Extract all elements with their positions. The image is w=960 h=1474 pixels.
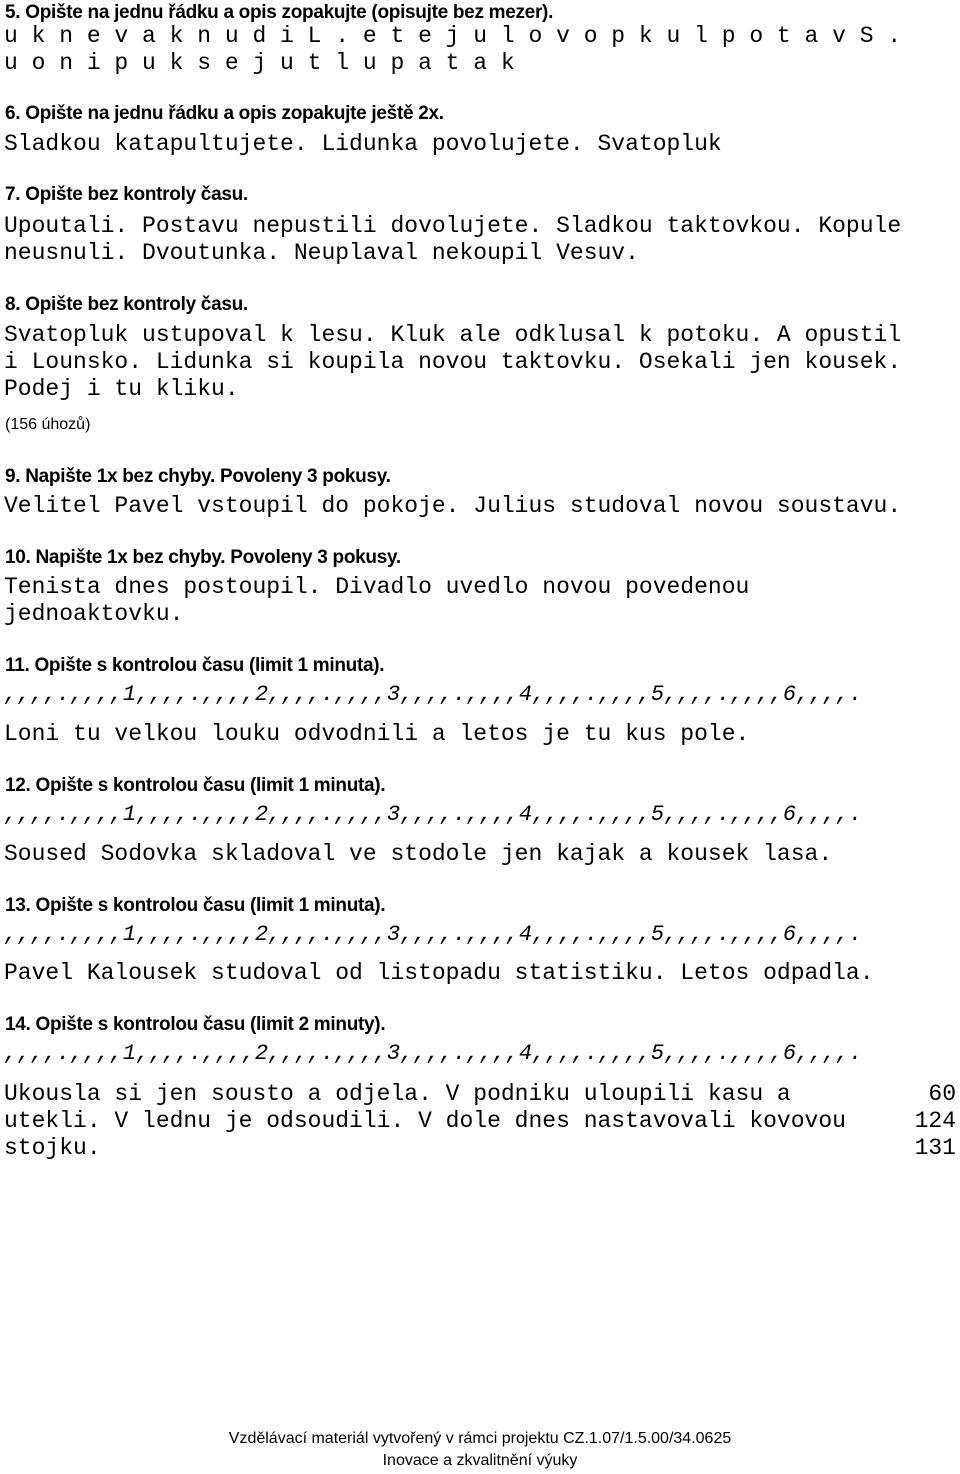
exercise-13-heading: 13. Opište s kontrolou času (limit 1 minuta). [5,895,386,916]
exercise-13-line-1: Pavel Kalousek studoval od listopadu statistiku. Letos odpadla. [4,960,874,986]
exercise-11-line-1: Loni tu velkou louku odvodnili a letos je tu kus pole. [4,721,750,747]
exercise-9-line-1: Velitel Pavel vstoupil do pokoje. Julius studoval novou soustavu. [4,493,902,519]
exercise-14-count-2: 124 [914,1108,956,1134]
exercise-5-line-2: u o n i p u k s e j u t l u p a t a k [4,50,515,76]
exercise-14-ruler: ,,,,.,,,,1,,,,.,,,,2,,,,.,,,,3,,,,.,,,,4,,,,.,,,,5,,,,.,,,,6,,,,. [4,1041,863,1066]
exercise-14-heading: 14. Opište s kontrolou času (limit 2 minuty). [5,1014,386,1035]
exercise-7-line-2: neusnuli. Dvoutunka. Neuplaval nekoupil Vesuv. [4,240,639,266]
exercise-11-ruler: ,,,,.,,,,1,,,,.,,,,2,,,,.,,,,3,,,,.,,,,4,,,,.,,,,5,,,,.,,,,6,,,,. [4,682,863,707]
exercise-5-line-1: u k n e v a k n u d i L . e t e j u l o v o p k u l p o t a v S . [4,23,902,49]
exercise-10-line-1: Tenista dnes postoupil. Divadlo uvedlo novou povedenou [4,574,750,600]
exercise-8-line-3: Podej i tu kliku. [4,376,239,402]
keystroke-count-note: (156 úhozů) [5,416,91,433]
exercise-12-ruler: ,,,,.,,,,1,,,,.,,,,2,,,,.,,,,3,,,,.,,,,4,,,,.,,,,5,,,,.,,,,6,,,,. [4,802,863,827]
exercise-9-heading: 9. Napište 1x bez chyby. Povoleny 3 pokusy. [5,466,391,487]
exercise-7-line-1: Upoutali. Postavu nepustili dovolujete. Sladkou taktovkou. Kopule [4,213,902,239]
exercise-8-heading: 8. Opište bez kontroly času. [5,294,248,315]
exercise-14-count-3: 131 [914,1135,956,1161]
exercise-13-ruler: ,,,,.,,,,1,,,,.,,,,2,,,,.,,,,3,,,,.,,,,4,,,,.,,,,5,,,,.,,,,6,,,,. [4,922,863,947]
footer-project-line: Vzdělávací materiál vytvořený v rámci projektu CZ.1.07/1.5.00/34.0625 [228,1430,732,1447]
exercise-14-count-1: 60 [928,1081,956,1107]
exercise-14-line-3: stojku. [4,1135,101,1161]
exercise-6-heading: 6. Opište na jednu řádku a opis zopakujte ještě 2x. [5,103,444,124]
exercise-7-heading: 7. Opište bez kontroly času. [5,184,248,205]
exercise-8-line-2: i Lounsko. Lidunka si koupila novou taktovku. Osekali jen kousek. [4,349,902,375]
exercise-6-line-1: Sladkou katapultujete. Lidunka povolujete. Svatopluk [4,131,722,157]
exercise-12-line-1: Soused Sodovka skladoval ve stodole jen kajak a kousek lasa. [4,841,833,867]
exercise-10-line-2: jednoaktovku. [4,601,184,627]
exercise-8-line-1: Svatopluk ustupoval k lesu. Kluk ale odklusal k potoku. A opustil [4,322,902,348]
footer-subtitle-line: Inovace a zkvalitnění výuky [382,1452,578,1469]
exercise-10-heading: 10. Napište 1x bez chyby. Povoleny 3 pokusy. [5,547,401,568]
exercise-11-heading: 11. Opište s kontrolou času (limit 1 minuta). [5,655,385,676]
exercise-5-heading: 5. Opište na jednu řádku a opis zopakujte (opisujte bez mezer). [5,2,554,23]
exercise-14-line-1: Ukousla si jen sousto a odjela. V podniku uloupili kasu a [4,1081,791,1107]
exercise-12-heading: 12. Opište s kontrolou času (limit 1 minuta). [5,775,386,796]
exercise-14-line-2: utekli. V lednu je odsoudili. V dole dnes nastavovali kovovou [4,1108,846,1134]
